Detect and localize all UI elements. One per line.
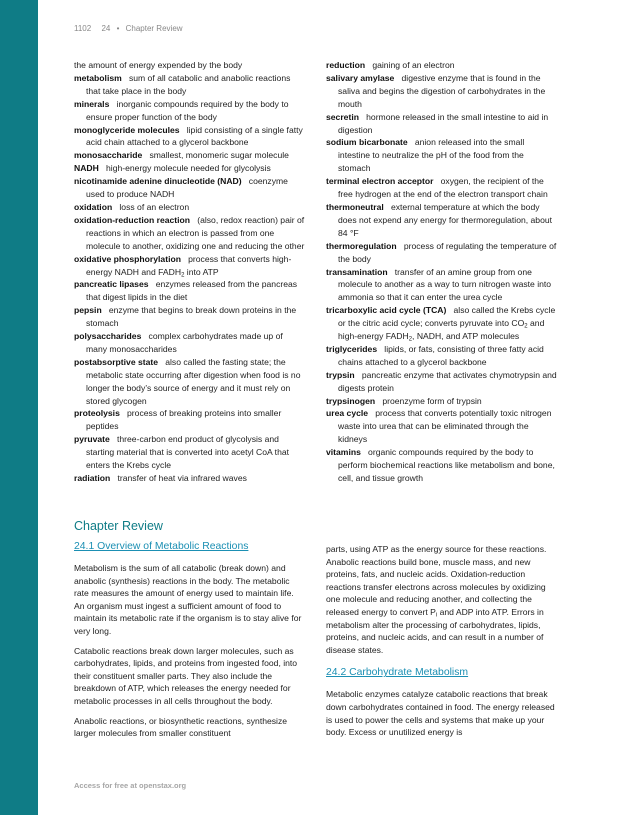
glossary-entry: vitamins organic compounds required by the body to perform biochemical reactions like metabolism and bone, cell, and tissue growth [326,447,555,483]
glossary-entry: terminal electron acceptor oxygen, the recipient of the free hydrogen at the end of the electron transport chain [326,176,548,200]
glossary-entry: salivary amylase digestive enzyme that is found in the saliva and begins the digestion of carbohydrates in the mouth [326,72,546,109]
paragraph-continuation: parts, using ATP as the energy source for these reactions. Anabolic reactions build bone, muscle mass, and new proteins, fats, and nucleic acids. Oxidation-reduction reactions transfer electrons across molecules by oxidizing one molecule and reducing another, and collecting the released energy to convert $P_i$ and ADP into ATP. Errors in metabolism alter the processing of carbohydrates, lipids, proteins, and nucleic acids, and can result in a number of disease states. [326,544,547,655]
glossary-left-column [74,59,306,485]
glossary-entry: metabolism sum of all catabolic and anabolic reactions that take place in the body [74,72,291,96]
glossary-right-column [326,59,558,485]
glossary-entry: transamination transfer of an amine group from one molecule to another as a way to turn nitrogen waste into ammonia so that it can enter the urea cycle [326,266,552,303]
glossary-entry: polysaccharides complex carbohydrates made up of many monosaccharides [74,331,283,354]
glossary-entry: sodium bicarbonate anion released into the small intestine to neutralize the pH of the food from the stomach [326,137,525,174]
glossary-entry: minerals inorganic compounds required by the body to ensure proper function of the body [74,98,289,122]
review-right-column [326,543,558,746]
header-separator: • [116,24,120,33]
section-link-24-1[interactable]: 24.1 Overview of Metabolic Reactions [74,541,249,552]
glossary-entry: trypsinogen proenzyme form of trypsin [326,395,482,406]
glossary-entry: tricarboxylic acid cycle (TCA) also called the Krebs cycle or the citric acid cycle; converts pyruvate into $CO_2$ and high-energy $FADH_2$, NADH, and ATP molecules [326,305,556,343]
glossary-entry: oxidation loss of an electron [74,201,190,212]
review-left-column [74,540,306,747]
paragraph: Anabolic reactions, or biosynthetic reactions, synthesize larger molecules from smaller constituent [74,715,288,739]
section-link-24-2[interactable]: 24.2 Carbohydrate Metabolism [326,667,469,679]
footer-access-text: Access for free at openstax.org [74,781,187,790]
glossary-entry: reduction gaining of an electron [326,60,455,70]
chapter-review-heading: Chapter Review [74,519,163,533]
page-number: 1102 [74,24,92,33]
glossary-entry: radiation transfer of heat via infrared waves [74,473,247,483]
glossary-entry: triglycerides lipids, or fats, consisting of three fatty acid chains attached to a glycerol backbone [326,343,544,367]
glossary-entry: urea cycle process that converts potentially toxic nitrogen waste into urea that can be eliminated through the kidneys [326,408,552,445]
glossary-entry: the amount of energy expended by the body [74,60,243,70]
glossary-entry: proteolysis process of breaking proteins into smaller peptides [74,408,282,432]
glossary-entry: oxidation-reduction reaction (also, redox reaction) pair of reactions in which an electron is passed from one molecule to another, oxidizing one and reducing the other [74,214,305,251]
paragraph: Metabolic enzymes catalyze catabolic reactions that break down carbohydrates contained in food. The energy released is used to power the cells and systems that make up your body. Excess or unutilized energy is [326,689,555,738]
running-header [74,24,183,33]
paragraph: Metabolism is the sum of all catabolic (break down) and anabolic (synthesis) reactions in the body. The metabolic rate measures the amount of energy used to maintain life. An organism must ingest a sufficient amount of food to maintain its metabolic rate if the organism is to stay alive for very long. [74,563,302,636]
header-section: Chapter Review [125,24,183,33]
glossary-entry: pancreatic lipases enzymes released from the pancreas that digest lipids in the diet [74,279,298,303]
glossary-entry: trypsin pancreatic enzyme that activates chymotrypsin and digests protein [326,369,557,393]
glossary-entry: thermoregulation process of regulating the temperature of the body [326,240,557,264]
paragraph: Catabolic reactions break down larger molecules, such as carbohydrates, lipids, and proteins from ingested food, into their constituent smaller parts. They also include the breakdown of ATP, which releases the energy needed for metabolic processes in all cells throughout the body. [74,645,298,706]
glossary-entry: pepsin enzyme that begins to break down proteins in the stomach [74,305,297,329]
glossary-entry: postabsorptive state also called the fasting state; the metabolic state occurring after digestion when food is no longer the body’s source of energy and it must rely on stored glycogen [74,356,301,406]
glossary-entry: nicotinamide adenine dinucleotide (NAD) coenzyme used to produce NADH [74,176,288,200]
glossary-entry: monosaccharide smallest, monomeric sugar molecule [74,150,289,161]
glossary-entry: monoglyceride molecules lipid consisting of a single fatty acid chain attached to a glycerol backbone [74,124,303,148]
glossary-entry: secretin hormone released in the small intestine to aid in digestion [326,111,549,135]
glossary-entry: pyruvate three-carbon end product of glycolysis and starting material that is converted into acetyl CoA that enters the Krebs cycle [74,434,290,471]
chapter-number: 24 [101,24,111,33]
glossary-entry: thermoneutral external temperature at which the body does not expend any energy for thermoregulation, about 84 °F [326,201,553,238]
side-accent-bar [0,0,38,815]
glossary-entry: oxidative phosphorylation process that converts high-energy NADH and $FADH_2$ into ATP [74,253,292,278]
glossary-entry: NADH high-energy molecule needed for glycolysis [74,163,271,174]
